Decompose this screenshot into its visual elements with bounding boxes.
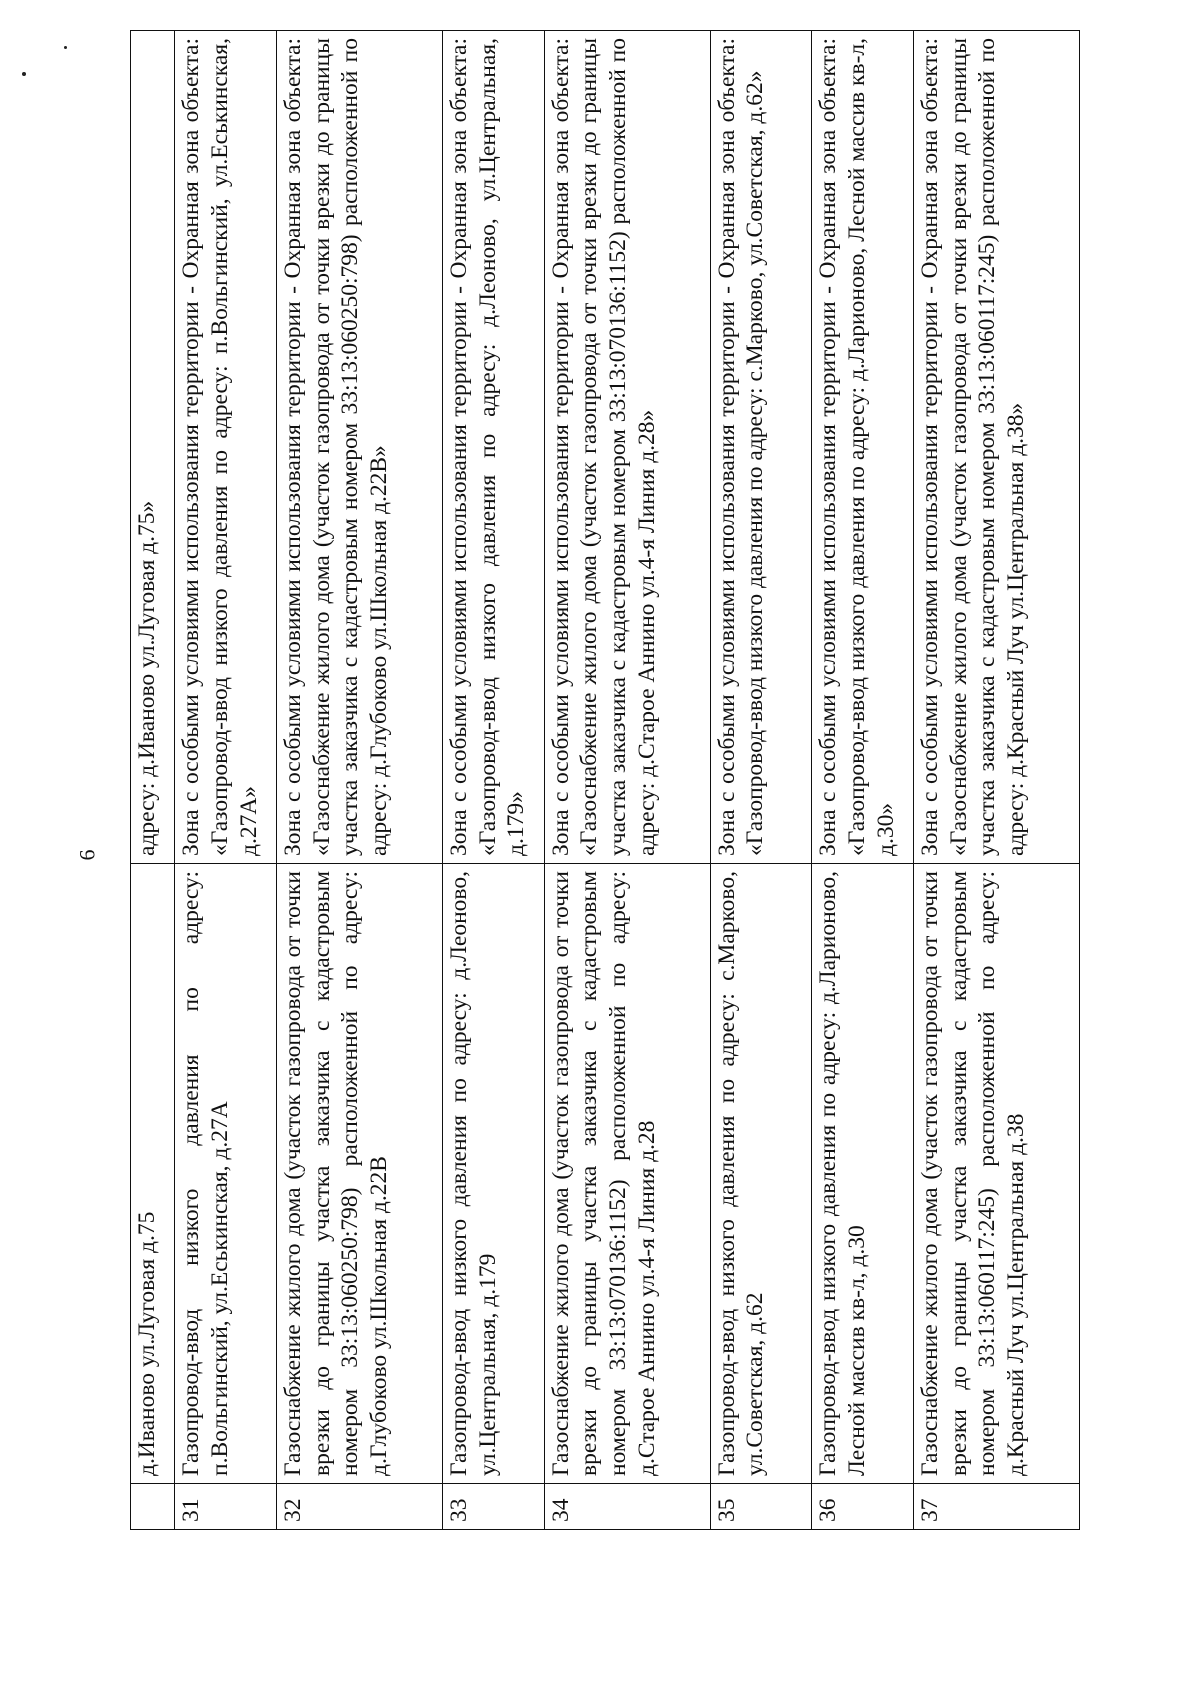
table-row xyxy=(276,31,442,1530)
table-row xyxy=(175,31,277,1530)
table-row xyxy=(131,31,175,1530)
zone-description: Зона с особыми условиями использования территории - Охранная зона объекта: «Газоснабжение жилого дома (участок газопровода от точки врезки до границы участка заказчика с кадастровым номером 33:13:060250:798) расположенной по адресу: д.Глубоково ул.Школьная д.22В» xyxy=(276,31,442,864)
table-row xyxy=(914,31,1080,1530)
zone-description: адресу: д.Иваново ул.Луговая д.75» xyxy=(131,31,175,864)
row-number: 34 xyxy=(544,1484,710,1530)
table-row xyxy=(812,31,914,1530)
row-number: 37 xyxy=(914,1484,1080,1530)
scan-speck xyxy=(22,72,26,76)
table-row xyxy=(442,31,544,1530)
object-name: Газопровод-ввод низкого давления по адресу: д.Леоново, ул.Центральная, д.179 xyxy=(442,864,544,1484)
table-row xyxy=(710,31,812,1530)
zone-description: Зона с особыми условиями использования территории - Охранная зона объекта: «Газоснабжение жилого дома (участок газопровода от точки врезки до границы участка заказчика с кадастровым номером 33:13:070136:1152) расположенной по адресу: д.Старое Аннино ул.4-я Линия д.28» xyxy=(544,31,710,864)
row-number: 36 xyxy=(812,1484,914,1530)
row-number: 35 xyxy=(710,1484,812,1530)
scan-speck xyxy=(64,46,67,49)
object-name: Газоснабжение жилого дома (участок газопровода от точки врезки до границы участка заказчика с кадастровым номером 33:13:060117:245) расположенной по адресу: д.Красный Луч ул.Центральная д.38 xyxy=(914,864,1080,1484)
rotated-table-container xyxy=(130,30,1080,1530)
zone-description: Зона с особыми условиями использования территории - Охранная зона объекта: «Газоснабжение жилого дома (участок газопровода от точки врезки до границы участка заказчика с кадастровым номером 33:13:060117:245) расположенной по адресу: д.Красный Луч ул.Центральная д.38» xyxy=(914,31,1080,864)
zone-description: Зона с особыми условиями использования территории - Охранная зона объекта: «Газопровод-ввод низкого давления по адресу: п.Вольгинский, ул.Еськинская, д.27А» xyxy=(175,31,277,864)
object-name: Газопровод-ввод низкого давления по адресу: п.Вольгинский, ул.Еськинская, д.27А xyxy=(175,864,277,1484)
row-number: 31 xyxy=(175,1484,277,1530)
zones-table xyxy=(130,30,1080,1530)
zone-description: Зона с особыми условиями использования территории - Охранная зона объекта: «Газопровод-ввод низкого давления по адресу: с.Марково, ул.Советская, д.62» xyxy=(710,31,812,864)
page-number: 6 xyxy=(74,849,100,861)
zone-description: Зона с особыми условиями использования территории - Охранная зона объекта: «Газопровод-ввод низкого давления по адресу: д.Ларионово, Лесной массив кв-л, д.30» xyxy=(812,31,914,864)
object-name: Газоснабжение жилого дома (участок газопровода от точки врезки до границы участка заказчика с кадастровым номером 33:13:060250:798) расположенной по адресу: д.Глубоково ул.Школьная д.22В xyxy=(276,864,442,1484)
row-number: 33 xyxy=(442,1484,544,1530)
object-name: Газопровод-ввод низкого давления по адресу: д.Ларионово, Лесной массив кв-л, д.30 xyxy=(812,864,914,1484)
table-row xyxy=(544,31,710,1530)
object-name: Газопровод-ввод низкого давления по адресу: с.Марково, ул.Советская, д.62 xyxy=(710,864,812,1484)
row-number xyxy=(131,1484,175,1530)
row-number: 32 xyxy=(276,1484,442,1530)
object-name: д.Иваново ул.Луговая д.75 xyxy=(131,864,175,1484)
zone-description: Зона с особыми условиями использования территории - Охранная зона объекта: «Газопровод-ввод низкого давления по адресу: д.Леоново, ул.Центральная, д.179» xyxy=(442,31,544,864)
object-name: Газоснабжение жилого дома (участок газопровода от точки врезки до границы участка заказчика с кадастровым номером 33:13:070136:1152) расположенной по адресу: д.Старое Аннино ул.4-я Линия д.28 xyxy=(544,864,710,1484)
